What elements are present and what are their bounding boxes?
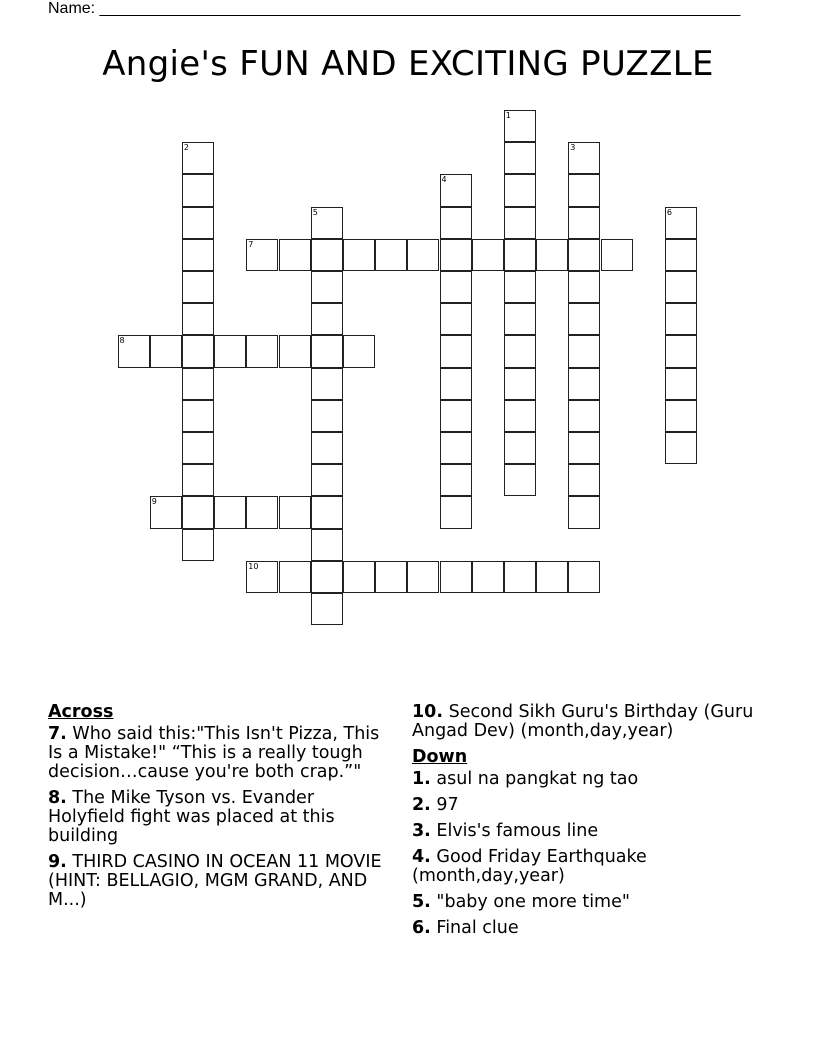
crossword-cell[interactable] — [504, 142, 536, 174]
crossword-cell[interactable] — [407, 561, 439, 593]
crossword-cell[interactable] — [536, 239, 568, 271]
crossword-cell[interactable] — [246, 335, 278, 367]
crossword-cell[interactable] — [472, 239, 504, 271]
clue-down-6 — [412, 919, 782, 938]
crossword-cell[interactable] — [182, 207, 214, 239]
crossword-cell[interactable] — [472, 561, 504, 593]
crossword-cell[interactable] — [665, 400, 697, 432]
clue-text: Second Sikh Guru's Birthday (Guru Angad Dev) (month,day,year) — [412, 702, 754, 741]
crossword-cell[interactable] — [182, 303, 214, 335]
crossword-cell[interactable] — [311, 496, 343, 528]
clue-down-5 — [412, 893, 782, 912]
crossword-cell[interactable] — [182, 464, 214, 496]
crossword-cell[interactable] — [311, 303, 343, 335]
crossword-cell[interactable] — [311, 368, 343, 400]
crossword-cell[interactable] — [568, 335, 600, 367]
clue-down-1 — [412, 770, 782, 789]
crossword-cell[interactable] — [568, 368, 600, 400]
clues-column-right — [412, 703, 782, 945]
clue-number-label: 5 — [312, 207, 318, 217]
crossword-cell[interactable] — [279, 561, 311, 593]
crossword-cell[interactable] — [343, 239, 375, 271]
clue-across-9 — [48, 853, 393, 910]
crossword-cell[interactable] — [182, 174, 214, 206]
crossword-cell[interactable] — [279, 335, 311, 367]
clue-number: 3. — [412, 821, 431, 841]
clue-number: 1. — [412, 769, 431, 789]
clue-down-4 — [412, 848, 782, 886]
crossword-cell[interactable] — [504, 400, 536, 432]
crossword-cell[interactable] — [568, 400, 600, 432]
crossword-cell[interactable] — [182, 271, 214, 303]
crossword-cell[interactable] — [665, 239, 697, 271]
clue-number: 10. — [412, 702, 444, 722]
crossword-cell[interactable] — [440, 335, 472, 367]
crossword-cell[interactable] — [440, 207, 472, 239]
clue-down-3 — [412, 822, 782, 841]
crossword-cell[interactable] — [343, 335, 375, 367]
clue-number-label: 9 — [151, 497, 157, 507]
crossword-cell[interactable] — [665, 207, 697, 239]
crossword-cell[interactable] — [311, 335, 343, 367]
crossword-cell[interactable] — [665, 335, 697, 367]
crossword-cell[interactable] — [182, 496, 214, 528]
clue-text: The Mike Tyson vs. Evander Holyfield fight was placed at this building — [48, 788, 335, 846]
crossword-cell[interactable] — [311, 593, 343, 625]
crossword-cell[interactable] — [568, 239, 600, 271]
crossword-cell[interactable] — [536, 561, 568, 593]
crossword-cell[interactable] — [568, 303, 600, 335]
clue-number-label: 10 — [248, 561, 259, 571]
crossword-cell[interactable] — [440, 561, 472, 593]
clue-text: Final clue — [436, 918, 519, 938]
clue-number: 5. — [412, 892, 431, 912]
crossword-cell[interactable] — [504, 368, 536, 400]
crossword-cell[interactable] — [504, 432, 536, 464]
crossword-cell[interactable] — [504, 464, 536, 496]
clue-text: Good Friday Earthquake (month,day,year) — [412, 847, 647, 886]
crossword-cell[interactable] — [343, 561, 375, 593]
crossword-cell[interactable] — [440, 368, 472, 400]
down-heading: Down — [412, 747, 468, 767]
clue-across-8 — [48, 789, 393, 846]
page-title: Angie's FUN AND EXCITING PUZZLE — [102, 44, 714, 84]
crossword-cell[interactable] — [279, 239, 311, 271]
crossword-cell[interactable] — [182, 142, 214, 174]
crossword-cell[interactable] — [568, 174, 600, 206]
clue-number-label: 8 — [119, 336, 125, 346]
clue-down-2 — [412, 796, 782, 815]
clue-number: 2. — [412, 795, 431, 815]
crossword-cell[interactable] — [440, 303, 472, 335]
clue-number-label: 4 — [441, 175, 447, 185]
clue-text: THIRD CASINO IN OCEAN 11 MOVIE (HINT: BELLAGIO, MGM GRAND, AND M...) — [48, 852, 382, 910]
crossword-cell[interactable] — [601, 239, 633, 271]
clue-number-label: 3 — [570, 143, 576, 153]
across-heading: Across — [48, 702, 114, 722]
crossword-cell[interactable] — [375, 561, 407, 593]
clue-text: "baby one more time" — [436, 892, 630, 912]
crossword-cell[interactable] — [440, 271, 472, 303]
crossword-cell[interactable] — [440, 239, 472, 271]
crossword-cell[interactable] — [504, 207, 536, 239]
crossword-cell[interactable] — [665, 432, 697, 464]
crossword-cell[interactable] — [311, 464, 343, 496]
crossword-cell[interactable] — [150, 496, 182, 528]
clue-number: 7. — [48, 724, 67, 744]
name-field[interactable]: Name: ________________________________________________________________________ — [48, 0, 741, 17]
clue-across-7 — [48, 725, 393, 782]
clue-number: 8. — [48, 788, 67, 808]
clues-column-left — [48, 703, 393, 917]
crossword-cell[interactable] — [279, 496, 311, 528]
clue-number: 4. — [412, 847, 431, 867]
clue-text: 97 — [436, 795, 459, 815]
crossword-cell[interactable] — [568, 561, 600, 593]
crossword-cell[interactable] — [440, 496, 472, 528]
crossword-cell[interactable] — [665, 271, 697, 303]
clue-number-label: 7 — [248, 239, 254, 249]
crossword-cell[interactable] — [504, 561, 536, 593]
crossword-cell[interactable] — [568, 496, 600, 528]
crossword-cell[interactable] — [568, 432, 600, 464]
crossword-cell[interactable] — [311, 529, 343, 561]
crossword-cell[interactable] — [182, 529, 214, 561]
crossword-cell[interactable] — [150, 335, 182, 367]
crossword-cell[interactable] — [311, 271, 343, 303]
crossword-cell[interactable] — [182, 432, 214, 464]
crossword-cell[interactable] — [568, 142, 600, 174]
crossword-cell[interactable] — [311, 400, 343, 432]
crossword-cell[interactable] — [568, 271, 600, 303]
clue-number-label: 1 — [505, 111, 511, 120]
clue-across-10 — [412, 703, 782, 741]
clue-number: 9. — [48, 852, 67, 872]
crossword-cell[interactable] — [440, 174, 472, 206]
clue-text: Who said this:"This Isn't Pizza, This Is a Mistake!" “This is a really tough decision…cause you're both crap.”" — [48, 724, 380, 782]
crossword-cell[interactable] — [568, 207, 600, 239]
crossword-cell[interactable] — [504, 239, 536, 271]
clue-text: asul na pangkat ng tao — [436, 769, 639, 789]
crossword-cell[interactable] — [182, 368, 214, 400]
crossword-cell[interactable] — [182, 335, 214, 367]
crossword-cell[interactable] — [311, 432, 343, 464]
crossword-cell[interactable] — [214, 496, 246, 528]
crossword-cell[interactable] — [504, 303, 536, 335]
clue-number-label: 2 — [183, 143, 189, 153]
crossword-cell[interactable] — [246, 561, 278, 593]
crossword-cell[interactable] — [504, 174, 536, 206]
crossword-cell[interactable] — [504, 110, 536, 142]
crossword-cell[interactable] — [246, 496, 278, 528]
crossword-cell[interactable] — [407, 239, 439, 271]
crossword-cell[interactable] — [311, 561, 343, 593]
crossword-cell[interactable] — [504, 271, 536, 303]
crossword-cell[interactable] — [182, 239, 214, 271]
crossword-cell[interactable] — [440, 432, 472, 464]
crossword-cell[interactable] — [504, 335, 536, 367]
clue-number-label: 6 — [666, 207, 672, 217]
clue-number: 6. — [412, 918, 431, 938]
crossword-cell[interactable] — [182, 400, 214, 432]
crossword-cell[interactable] — [375, 239, 407, 271]
crossword-cell[interactable] — [568, 464, 600, 496]
crossword-cell[interactable] — [440, 464, 472, 496]
crossword-cell[interactable] — [311, 239, 343, 271]
crossword-cell[interactable] — [665, 303, 697, 335]
crossword-cell[interactable] — [311, 207, 343, 239]
clue-text: Elvis's famous line — [436, 821, 599, 841]
crossword-cell[interactable] — [440, 400, 472, 432]
crossword-cell[interactable] — [214, 335, 246, 367]
crossword-cell[interactable] — [665, 368, 697, 400]
crossword-cell[interactable] — [246, 239, 278, 271]
crossword-cell[interactable] — [118, 335, 150, 367]
